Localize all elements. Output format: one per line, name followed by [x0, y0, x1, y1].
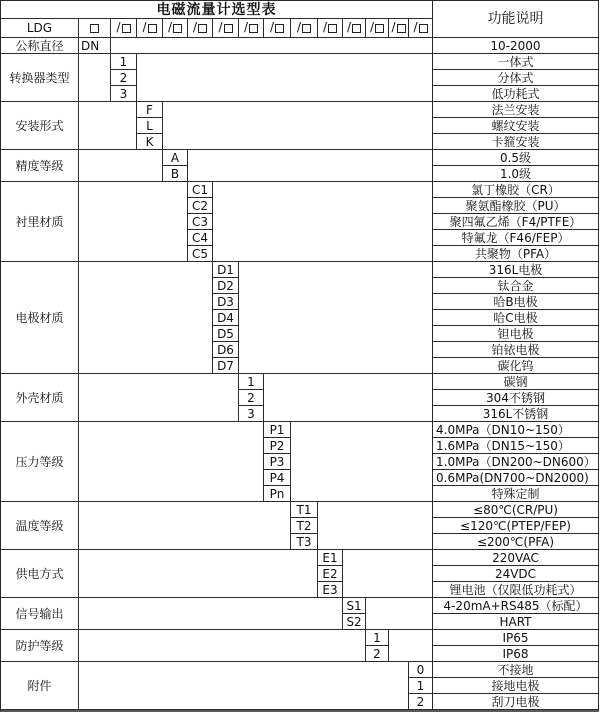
- desc-cell: 铂铱电极: [433, 342, 599, 358]
- code-cell: 2: [239, 390, 264, 406]
- spec-row-label: 压力等级: [1, 422, 79, 502]
- blank-cell: [264, 374, 433, 422]
- spec-row-label: 衬里材质: [1, 182, 79, 262]
- code-cell: 2: [409, 694, 433, 710]
- blank-cell: [79, 630, 366, 662]
- model-code-box-cell: [111, 19, 137, 38]
- code-cell: E3: [318, 582, 343, 598]
- model-code-box-cell: [409, 19, 433, 38]
- blank-cell: [318, 502, 433, 550]
- code-cell: L: [137, 118, 163, 134]
- spec-row-label: 温度等级: [1, 502, 79, 550]
- model-base-box-cell: [79, 19, 111, 38]
- code-cell: P4: [264, 470, 291, 486]
- blank-cell: [213, 182, 433, 262]
- placeholder-box-icon: [328, 24, 337, 33]
- desc-cell: 低功耗式: [433, 86, 599, 102]
- code-cell: D4: [213, 310, 239, 326]
- spec-row-label: 安装形式: [1, 102, 79, 150]
- placeholder-box-icon: [352, 24, 361, 33]
- desc-cell: 4-20mA+RS485（标配）: [433, 598, 599, 614]
- blank-cell: [79, 262, 213, 374]
- desc-cell: 316L电极: [433, 262, 599, 278]
- code-cell: 1: [111, 54, 137, 70]
- slash-separator: /: [142, 20, 147, 34]
- desc-cell: 螺纹安装: [433, 118, 599, 134]
- desc-cell: 304不锈钢: [433, 390, 599, 406]
- desc-cell: 哈B电极: [433, 294, 599, 310]
- blank-cell: [111, 38, 433, 54]
- model-code-box-cell: [291, 19, 318, 38]
- code-cell: 1: [366, 630, 389, 646]
- spec-row-label: 转换器类型: [1, 54, 79, 102]
- desc-cell: 4.0MPa（DN10~150）: [433, 422, 599, 438]
- desc-cell: 钽电极: [433, 326, 599, 342]
- blank-cell: [79, 374, 239, 422]
- desc-cell: 特殊定制: [433, 486, 599, 502]
- placeholder-box-icon: [419, 24, 428, 33]
- spec-row-label: 精度等级: [1, 150, 79, 182]
- placeholder-box-icon: [397, 24, 406, 33]
- blank-cell: [79, 54, 111, 102]
- desc-cell: 1.0级: [433, 166, 599, 182]
- model-code-box-cell: [366, 19, 389, 38]
- model-code-box-cell: [163, 19, 188, 38]
- code-cell: K: [137, 134, 163, 150]
- desc-cell: HART: [433, 614, 599, 630]
- blank-cell: [79, 550, 318, 598]
- blank-cell: [79, 182, 188, 262]
- code-cell: D6: [213, 342, 239, 358]
- code-cell: F: [137, 102, 163, 118]
- desc-cell: 哈C电极: [433, 310, 599, 326]
- desc-cell: 共聚物（PFA）: [433, 246, 599, 262]
- blank-cell: [79, 422, 264, 502]
- code-cell: C1: [188, 182, 213, 198]
- code-cell: D7: [213, 358, 239, 374]
- desc-cell: IP65: [433, 630, 599, 646]
- desc-cell: 10-2000: [433, 38, 599, 54]
- desc-cell: 0.6MPa(DN700~DN2000): [433, 470, 599, 486]
- desc-cell: 1.0MPa（DN200~DN600）: [433, 454, 599, 470]
- blank-cell: [343, 550, 433, 598]
- code-cell: 1: [409, 678, 433, 694]
- table-title: 电磁流量计选型表: [1, 1, 433, 19]
- blank-cell: [79, 102, 137, 150]
- desc-cell: ≤120℃(PTEP/FEP): [433, 518, 599, 534]
- spec-row-label: 电极材质: [1, 262, 79, 374]
- desc-cell: 不接地: [433, 662, 599, 678]
- model-code-box-cell: [188, 19, 213, 38]
- blank-cell: [389, 630, 433, 662]
- code-cell: D3: [213, 294, 239, 310]
- code-cell: A: [163, 150, 188, 166]
- code-cell: P1: [264, 422, 291, 438]
- slash-separator: /: [243, 20, 249, 34]
- code-cell: D1: [213, 262, 239, 278]
- blank-cell: [79, 662, 409, 710]
- placeholder-box-icon: [122, 24, 131, 33]
- code-cell: 2: [366, 646, 389, 662]
- desc-cell: 接地电极: [433, 678, 599, 694]
- desc-cell: 1.6MPa（DN15~150）: [433, 438, 599, 454]
- slash-separator: /: [269, 20, 275, 34]
- slash-separator: /: [218, 20, 223, 34]
- code-cell: C3: [188, 214, 213, 230]
- model-code-box-cell: [213, 19, 239, 38]
- model-code-box-cell: [239, 19, 264, 38]
- desc-cell: 氯丁橡胶（CR）: [433, 182, 599, 198]
- desc-cell: 聚氨酯橡胶（PU）: [433, 198, 599, 214]
- blank-cell: [366, 598, 433, 630]
- model-code-box-cell: [343, 19, 366, 38]
- code-cell: E2: [318, 566, 343, 582]
- desc-cell: 220VAC: [433, 550, 599, 566]
- code-cell: 3: [111, 86, 137, 102]
- code-cell: 3: [239, 406, 264, 422]
- blank-cell: [79, 150, 163, 182]
- code-cell: D5: [213, 326, 239, 342]
- spec-row-label: 防护等级: [1, 630, 79, 662]
- desc-cell: 碳化钨: [433, 358, 599, 374]
- code-cell: 2: [111, 70, 137, 86]
- code-cell: Pn: [264, 486, 291, 502]
- code-cell: D2: [213, 278, 239, 294]
- code-cell: 0: [409, 662, 433, 678]
- desc-cell: IP68: [433, 646, 599, 662]
- code-cell: B: [163, 166, 188, 182]
- desc-cell: 24VDC: [433, 566, 599, 582]
- spec-row-label: 供电方式: [1, 550, 79, 598]
- slash-separator: /: [192, 20, 198, 34]
- desc-cell: 聚四氟乙烯（F4/PTFE）: [433, 214, 599, 230]
- code-cell: S2: [343, 614, 366, 630]
- code-cell: C2: [188, 198, 213, 214]
- code-cell: T1: [291, 502, 318, 518]
- code-cell: S1: [343, 598, 366, 614]
- slash-separator: /: [346, 20, 352, 34]
- placeholder-box-icon: [302, 24, 311, 33]
- slash-separator: /: [391, 20, 396, 34]
- desc-cell: 一体式: [433, 54, 599, 70]
- placeholder-box-icon: [249, 24, 258, 33]
- slash-separator: /: [116, 20, 121, 34]
- code-cell: C4: [188, 230, 213, 246]
- spec-row-label: 公称直径: [1, 38, 79, 54]
- code-cell: C5: [188, 246, 213, 262]
- placeholder-box-icon: [198, 24, 207, 33]
- placeholder-box-icon: [173, 24, 182, 33]
- function-column-header: 功能说明: [433, 1, 599, 38]
- slash-separator: /: [369, 20, 375, 34]
- desc-cell: ≤80℃(CR/PU): [433, 502, 599, 518]
- spec-row-label: 信号输出: [1, 598, 79, 630]
- code-cell: DN: [79, 38, 111, 54]
- slash-separator: /: [413, 20, 418, 34]
- desc-cell: 钛合金: [433, 278, 599, 294]
- code-cell: T3: [291, 534, 318, 550]
- desc-cell: 卡箍安装: [433, 134, 599, 150]
- model-code-box-cell: [318, 19, 343, 38]
- slash-separator: /: [296, 20, 302, 34]
- model-code-box-cell: [389, 19, 409, 38]
- slash-separator: /: [167, 20, 173, 34]
- desc-cell: 特氟龙（F46/FEP）: [433, 230, 599, 246]
- code-cell: E1: [318, 550, 343, 566]
- blank-cell: [291, 422, 433, 502]
- model-prefix: LDG: [1, 19, 79, 38]
- desc-cell: 0.5级: [433, 150, 599, 166]
- blank-cell: [239, 262, 433, 374]
- model-code-box-cell: [137, 19, 163, 38]
- code-cell: T2: [291, 518, 318, 534]
- placeholder-box-icon: [90, 24, 99, 33]
- spec-row-label: 外壳材质: [1, 374, 79, 422]
- code-cell: 1: [239, 374, 264, 390]
- placeholder-box-icon: [224, 24, 233, 33]
- desc-cell: 碳钢: [433, 374, 599, 390]
- desc-cell: 法兰安装: [433, 102, 599, 118]
- slash-separator: /: [322, 20, 328, 34]
- desc-cell: 锂电池（仅限低功耗式）: [433, 582, 599, 598]
- placeholder-box-icon: [375, 24, 384, 33]
- code-cell: P3: [264, 454, 291, 470]
- placeholder-box-icon: [148, 24, 157, 33]
- blank-cell: [188, 150, 433, 182]
- desc-cell: 刮刀电极: [433, 694, 599, 710]
- blank-cell: [79, 502, 291, 550]
- code-cell: P2: [264, 438, 291, 454]
- placeholder-box-icon: [275, 24, 284, 33]
- blank-cell: [137, 54, 433, 102]
- desc-cell: 分体式: [433, 70, 599, 86]
- desc-cell: 316L不锈钢: [433, 406, 599, 422]
- blank-cell: [163, 102, 433, 150]
- spec-row-label: 附件: [1, 662, 79, 710]
- desc-cell: ≤200℃(PFA): [433, 534, 599, 550]
- blank-cell: [79, 598, 343, 630]
- model-code-box-cell: [264, 19, 291, 38]
